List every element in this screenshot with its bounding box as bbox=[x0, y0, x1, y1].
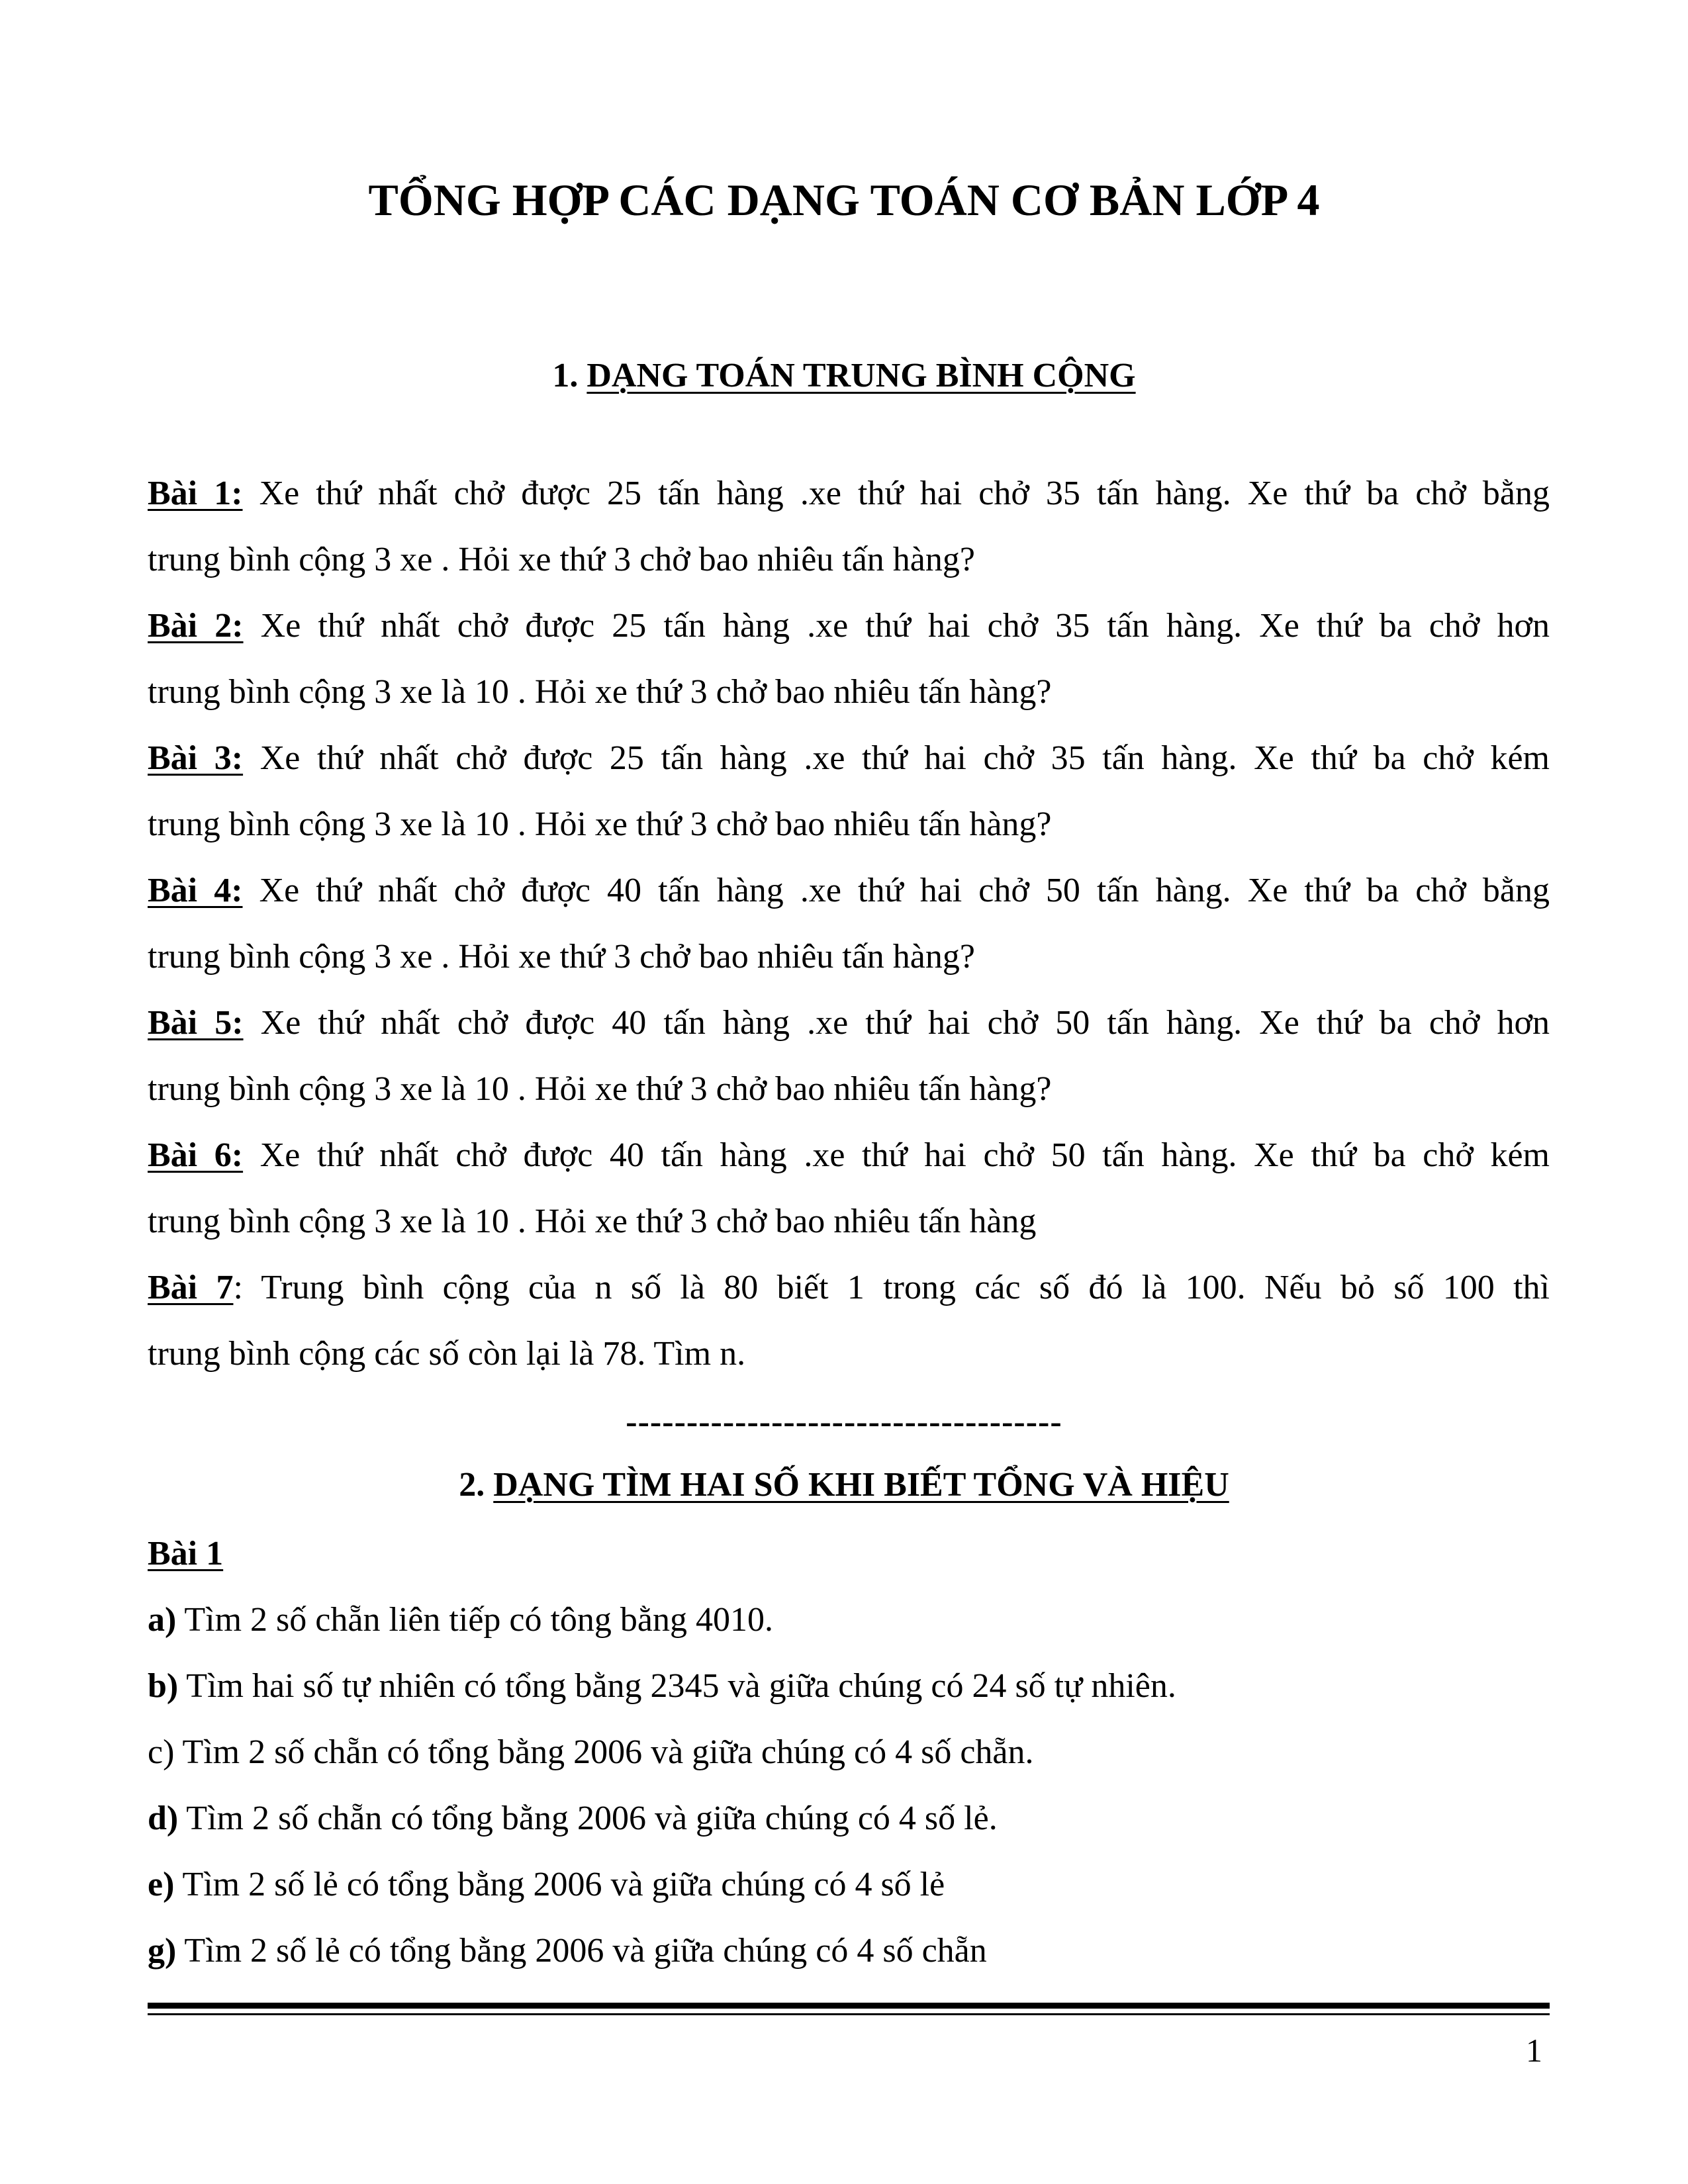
problem-7-line-1 bbox=[148, 1267, 1550, 1308]
problem-1-line-1 bbox=[148, 473, 1550, 514]
item-c-letter: c) bbox=[148, 1733, 175, 1771]
problem-4-text-1: Xe thứ nhất chở được 40 tấn hàng .xe thứ hai chở 50 tấn hàng. Xe thứ ba chở bằng bbox=[259, 872, 1550, 909]
footer-rule-thick bbox=[148, 2003, 1550, 2009]
item-g-text: Tìm 2 số lẻ có tổng bằng 2006 và giữa chúng có 4 số chẵn bbox=[176, 1932, 987, 1970]
problem-1-label: Bài 1: bbox=[148, 475, 243, 512]
section-2-problem-label-text: Bài 1 bbox=[148, 1535, 224, 1572]
problem-5-line-1 bbox=[148, 1003, 1550, 1044]
item-e bbox=[148, 1864, 1550, 1905]
section-2-title: DẠNG TÌM HAI SỐ KHI BIẾT TỔNG VÀ HIỆU bbox=[493, 1466, 1229, 1504]
item-a-text: Tìm 2 số chẵn liên tiếp có tông bằng 4010. bbox=[176, 1601, 773, 1639]
problem-5-line-2: trung bình cộng 3 xe là 10 . Hỏi xe thứ 3 chở bao nhiêu tấn hàng? bbox=[148, 1070, 1052, 1108]
problem-5-text-1: Xe thứ nhất chở được 40 tấn hàng .xe thứ hai chở 50 tấn hàng. Xe thứ ba chở hơn bbox=[260, 1004, 1550, 1042]
problem-6-line-2: trung bình cộng 3 xe là 10 . Hỏi xe thứ 3 chở bao nhiêu tấn hàng bbox=[148, 1203, 1037, 1240]
problem-7-label: Bài 7 bbox=[148, 1269, 234, 1306]
problem-7-text-1: : Trung bình cộng của n số là 80 biết 1 trong các số đó là 100. Nếu bỏ số 100 thì bbox=[233, 1269, 1550, 1306]
problem-4-label: Bài 4: bbox=[148, 872, 243, 909]
problem-6-label: Bài 6: bbox=[148, 1136, 244, 1174]
section-2-problem-label bbox=[148, 1533, 1550, 1574]
section-1-number: 1. bbox=[552, 357, 579, 394]
problem-6-text-1: Xe thứ nhất chở được 40 tấn hàng .xe thứ hai chở 50 tấn hàng. Xe thứ ba chở kém bbox=[259, 1136, 1550, 1174]
item-g bbox=[148, 1931, 1550, 1972]
problem-2-line-1 bbox=[148, 606, 1550, 647]
item-b bbox=[148, 1666, 1550, 1707]
document-title: TỔNG HỢP CÁC DẠNG TOÁN CƠ BẢN LỚP 4 bbox=[368, 175, 1320, 225]
section-2-heading bbox=[0, 1464, 1688, 1506]
problem-5-label: Bài 5: bbox=[148, 1004, 244, 1042]
item-e-letter: e) bbox=[148, 1866, 175, 1903]
page-number: 1 bbox=[1526, 2032, 1542, 2069]
section-2-number: 2. bbox=[459, 1466, 485, 1504]
item-d bbox=[148, 1798, 1550, 1839]
item-c bbox=[148, 1732, 1550, 1773]
item-d-letter: d) bbox=[148, 1799, 179, 1837]
problem-3-text-1: Xe thứ nhất chở được 25 tấn hàng .xe thứ hai chở 35 tấn hàng. Xe thứ ba chở kém bbox=[259, 739, 1550, 777]
problem-3-line-2: trung bình cộng 3 xe là 10 . Hỏi xe thứ 3 chở bao nhiêu tấn hàng? bbox=[148, 805, 1052, 843]
problem-2-text-1: Xe thứ nhất chở được 25 tấn hàng .xe thứ hai chở 35 tấn hàng. Xe thứ ba chở hơn bbox=[260, 607, 1550, 645]
problem-3-label: Bài 3: bbox=[148, 739, 244, 777]
problem-4-line-2: trung bình cộng 3 xe . Hỏi xe thứ 3 chở bao nhiêu tấn hàng? bbox=[148, 938, 975, 976]
item-c-text: Tìm 2 số chẵn có tổng bằng 2006 và giữa chúng có 4 số chẵn. bbox=[174, 1733, 1034, 1771]
item-b-letter: b) bbox=[148, 1667, 179, 1705]
footer-rule-thin bbox=[148, 2013, 1550, 2015]
problem-3-line-1 bbox=[148, 738, 1550, 779]
section-1-heading bbox=[0, 355, 1688, 397]
problem-6-line-1 bbox=[148, 1135, 1550, 1176]
item-d-text: Tìm 2 số chẵn có tổng bằng 2006 và giữa chúng có 4 số lẻ. bbox=[178, 1799, 998, 1837]
problem-7-line-2: trung bình cộng các số còn lại là 78. Tìm n. bbox=[148, 1335, 746, 1373]
problem-1-line-2: trung bình cộng 3 xe . Hỏi xe thứ 3 chở bao nhiêu tấn hàng? bbox=[148, 541, 975, 578]
item-g-letter: g) bbox=[148, 1932, 177, 1970]
problem-2-line-2: trung bình cộng 3 xe là 10 . Hỏi xe thứ 3 chở bao nhiêu tấn hàng? bbox=[148, 673, 1052, 711]
item-b-text: Tìm hai số tự nhiên có tổng bằng 2345 và giữa chúng có 24 số tự nhiên. bbox=[178, 1667, 1176, 1705]
item-a bbox=[148, 1600, 1550, 1641]
section-1-title: DẠNG TOÁN TRUNG BÌNH CỘNG bbox=[586, 357, 1136, 394]
section-separator: ------------------------------------ bbox=[626, 1403, 1062, 1441]
problem-2-label: Bài 2: bbox=[148, 607, 244, 645]
item-a-letter: a) bbox=[148, 1601, 177, 1639]
item-e-text: Tìm 2 số lẻ có tổng bằng 2006 và giữa chúng có 4 số lẻ bbox=[174, 1866, 945, 1903]
problem-1-text-1: Xe thứ nhất chở được 25 tấn hàng .xe thứ hai chở 35 tấn hàng. Xe thứ ba chở bằng bbox=[259, 475, 1550, 512]
problem-4-line-1 bbox=[148, 870, 1550, 911]
